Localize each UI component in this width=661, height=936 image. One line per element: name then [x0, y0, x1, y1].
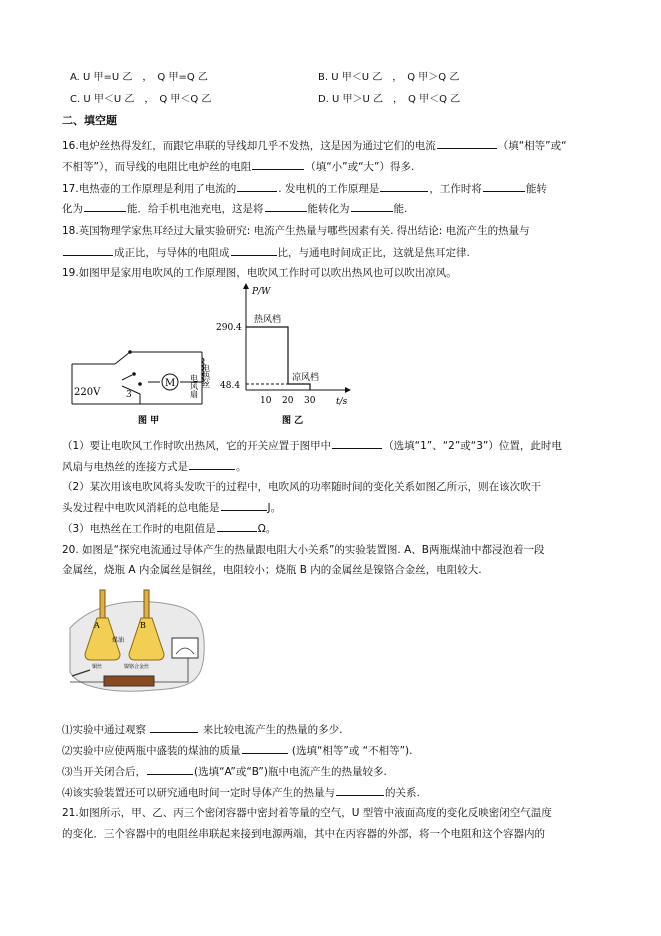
q19-p1-line1: （1）要让电吹风工作时吹出热风，它的开关应置于图甲中 （选填“1”、“2”或“3”）位置，此时电 — [62, 440, 562, 452]
q20-blank4[interactable] — [336, 785, 384, 796]
q20-p3: ⑶当开关闭合后， (选填“A”或“B”)瓶中电流产生的热量较多. — [62, 766, 387, 778]
rheostat — [104, 676, 154, 686]
q16-line1: 16.电炉丝热得发红，而跟它串联的导线却几乎不发热，这是因为通过它们的电流 （填“相等”或“ — [62, 140, 567, 152]
x-axis-label: t/s — [336, 397, 348, 407]
voltage-label: 220V — [74, 387, 101, 398]
q19-p3: （3）电热丝在工作时的电阻值是 Ω。 — [62, 523, 277, 535]
option-d: D. U 甲＞U 乙 ， Q 甲＜Q 乙 — [318, 94, 461, 105]
q17-blank3[interactable] — [483, 181, 525, 192]
cool-label: 凉风档 — [292, 373, 320, 383]
q20-p1: ⑴实验中通过观察 来比较电流产生的热量的多少. — [62, 724, 343, 736]
motor-letter: M — [165, 378, 176, 389]
q19-p2-line1: （2）某次用该电吹风将头发吹干的过程中，电吹风的功率随时间的变化关系如图乙所示，则在该次吹干 — [62, 481, 542, 493]
xtick-30: 30 — [304, 396, 316, 406]
y-axis-arrow — [243, 283, 249, 289]
q17-blank2[interactable] — [380, 181, 428, 192]
xtick-10: 10 — [260, 396, 272, 406]
q20-blank2[interactable] — [242, 743, 288, 754]
hot-label: 热风档 — [254, 315, 282, 325]
q19-blank1[interactable] — [332, 438, 382, 449]
q20-blank1[interactable] — [150, 722, 198, 733]
q17-blank6[interactable] — [351, 201, 393, 212]
q16-blank1[interactable] — [437, 138, 497, 149]
label-b: B — [140, 621, 146, 630]
q19-blank2[interactable] — [189, 459, 235, 470]
figure-20 — [64, 584, 210, 708]
nichrome-label: 镍铬合金丝 — [124, 664, 150, 670]
fan-label: 电风扇 — [189, 374, 199, 398]
x-axis-arrow — [345, 387, 351, 393]
q18-blank1[interactable] — [63, 245, 113, 256]
power-time-chart — [216, 283, 351, 426]
caption-b: 图 乙 — [282, 416, 304, 426]
option-b: B. U 甲＜U 乙 ， Q 甲＞Q 乙 — [318, 72, 460, 83]
q20-p2: ⑵实验中应使两瓶中盛装的煤油的质量 (选填“相等”或 “不相等”). — [62, 745, 413, 757]
q20-line2: 金属丝，烧瓶 A 内金属丝是铜丝，电阻较小；烧瓶 B 内的金属丝是镍铬合金丝，电阻较大. — [62, 564, 482, 576]
option-a: A. U 甲=U 乙 ， Q 甲=Q 乙 — [70, 72, 208, 83]
q18-line2: 成正比，与导体的电阻成 比，与通电时间成正比，这就是焦耳定律. — [62, 245, 470, 260]
q18-blank2[interactable] — [231, 245, 277, 256]
q19-p1-line2: 风扇与电热丝的连接方式是 。 — [62, 461, 247, 473]
q17-blank5[interactable] — [265, 201, 307, 212]
xtick-20: 20 — [282, 396, 294, 406]
label-a: A — [94, 621, 100, 630]
q19-blank4[interactable] — [217, 521, 257, 532]
q21-line2: 的变化．三个容器中的电阻丝串联起来接到电源两端，其中在丙容器的外部，将一个电阻和这个容器内的 — [62, 828, 545, 840]
heater-label: 电热丝 — [201, 364, 211, 388]
q20-blank3[interactable] — [147, 764, 193, 775]
copper-label: 铜丝 — [92, 664, 103, 670]
oil-label: 煤油 — [112, 637, 125, 644]
q19-blank3[interactable] — [221, 500, 267, 511]
node-3-label: 3 — [126, 390, 132, 400]
circuit-nodes — [128, 350, 142, 386]
q16-blank2[interactable] — [252, 159, 304, 170]
section-title: 二、填空题 — [62, 114, 117, 127]
q16-line2: 不相等”），而导线的电阻比电炉丝的电阻 （填“小”或“大”）得多. — [62, 161, 415, 173]
q17-blank4[interactable] — [84, 201, 126, 212]
q19-intro: 19.如图甲是家用电吹风的工作原理图，电吹风工作时可以吹出热风也可以吹出凉风。 — [62, 267, 457, 279]
q21-line1: 21.如图所示，甲、乙、丙三个密闭容器中密封着等量的空气，U 型管中液面高度的变化反映密闭空气温度 — [62, 807, 552, 819]
y-axis-label: P/W — [252, 287, 271, 297]
q17-line2: 化为 能．给手机电池充电，这是将 能转化为 能. — [62, 203, 408, 215]
figure-19 — [60, 282, 360, 430]
q17-blank1[interactable] — [237, 181, 277, 192]
ytick-lo: 48.4 — [220, 381, 241, 391]
q20-p4: ⑷该实验装置还可以研究通电时间一定时导体产生的热量与 的关系. — [62, 787, 420, 799]
ytick-hi: 290.4 — [216, 323, 242, 333]
caption-a: 图 甲 — [138, 416, 160, 426]
q20-line1: 20. 如图是“探究电流通过导体产生的热量跟电阻大小关系”的实验装置图. A、B两瓶煤油中都浸泡着一段 — [62, 544, 545, 556]
q18-line1: 18.英国物理学家焦耳经过大量实验研究: 电流产生热量与哪些因素有关. 得出结论: 电流产生的热量与 — [62, 225, 530, 237]
q17-line1: 17.电热壶的工作原理是利用了电流的 . 发电机的工作原理是 ，工作时将 能转 — [62, 183, 547, 195]
option-c: C. U 甲＜U 乙 ， Q 甲＜Q 乙 — [70, 94, 212, 105]
q19-p2-line2: 头发过程中电吹风消耗的总电能是 J。 — [62, 502, 282, 514]
